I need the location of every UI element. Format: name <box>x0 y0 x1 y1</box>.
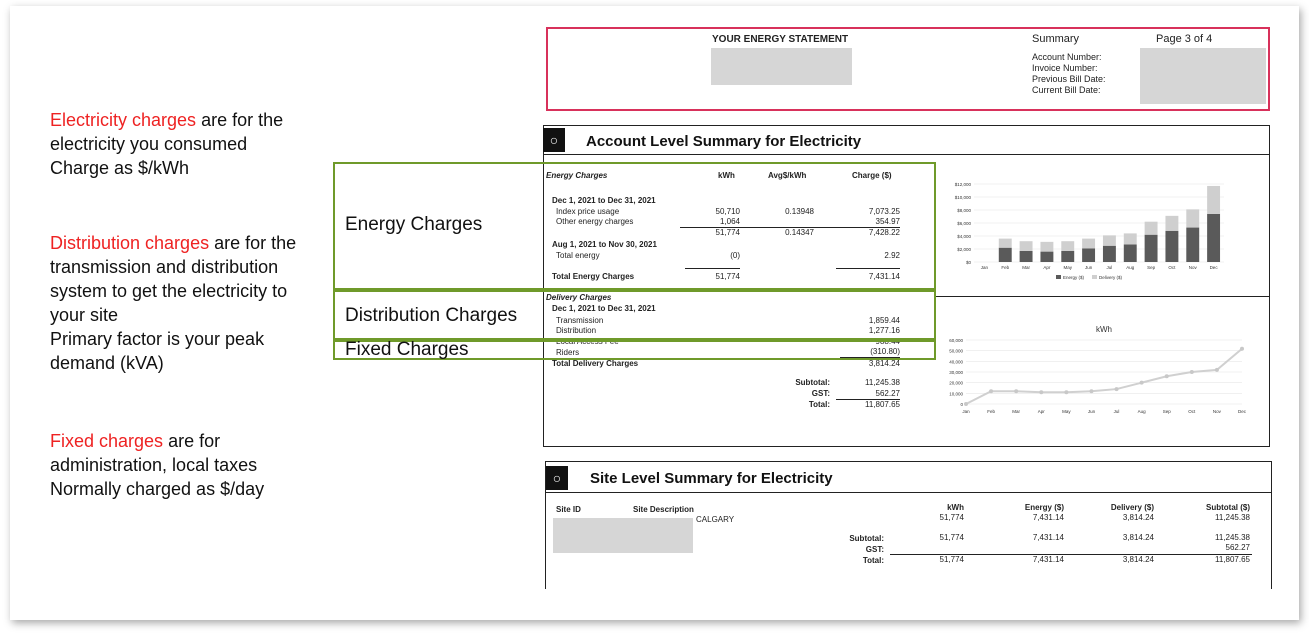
subtotal-label: Subtotal: <box>795 378 830 387</box>
index-price-charge: 7,073.25 <box>868 207 900 216</box>
col-site-subtotal: Subtotal ($) <box>1206 503 1250 512</box>
total-energy-charges-label: Total Energy Charges <box>552 272 635 281</box>
total-energy-charges-kwh: 51,774 <box>715 272 740 281</box>
bar-delivery <box>1124 233 1137 244</box>
local-access-charge: 988.44 <box>875 337 900 346</box>
riders-charge: (310.80) <box>840 347 900 358</box>
site-summary-divider <box>545 492 1272 493</box>
x-tick-label: May <box>1062 409 1071 414</box>
y-tick-label: 10,000 <box>949 391 963 397</box>
transmission-charge: 1,859.44 <box>868 316 900 325</box>
x-tick-label: Mar <box>1022 265 1030 270</box>
distribution-label: Distribution <box>556 326 597 335</box>
col-site-energy: Energy ($) <box>1024 503 1064 512</box>
account-summary-title: Account Level Summary for Electricity <box>586 133 862 150</box>
note-distribution-line2: Primary factor is your peak demand (kVA) <box>50 329 265 373</box>
site-subtotal-label: Subtotal: <box>849 534 884 543</box>
kwh-line-chart <box>936 320 1256 420</box>
period-1: Dec 1, 2021 to Dec 31, 2021 <box>552 196 656 205</box>
fixed-charges-label: Fixed Charges <box>345 339 469 360</box>
chart-divider <box>936 296 1270 297</box>
site-subtotal-energy: 7,431.14 <box>1032 533 1064 542</box>
site-delivery-value: 3,814.24 <box>1122 513 1154 522</box>
note-electricity-highlight: Electricity charges <box>50 110 197 130</box>
col-site-id: Site ID <box>556 505 581 514</box>
note-fixed-line2: Normally charged as $/day <box>50 479 265 499</box>
x-tick-label: Jul <box>1106 265 1113 270</box>
y-tick-label: $8,000 <box>957 208 971 213</box>
site-lightbulb-icon: ○ <box>546 466 568 490</box>
x-tick-label: Jan <box>962 409 970 414</box>
bar-energy <box>1040 252 1053 262</box>
y-tick-label: 0 <box>960 402 963 407</box>
x-tick-label: Aug <box>1126 265 1135 270</box>
kwh-point <box>1240 347 1244 351</box>
y-tick-label: 50,000 <box>949 348 963 354</box>
x-tick-label: Jun <box>1087 409 1096 414</box>
kwh-point <box>1190 370 1194 374</box>
total-energy-charge: 2.92 <box>884 251 900 260</box>
site-gst-label: GST: <box>865 545 884 554</box>
y-tick-label: $4,000 <box>957 234 971 239</box>
y-tick-label: $10,000 <box>954 195 971 200</box>
site-total-energy: 7,431.14 <box>1032 555 1064 564</box>
note-electricity <box>50 108 330 180</box>
site-summary-title: Site Level Summary for Electricity <box>590 470 833 487</box>
x-tick-label: Feb <box>1001 265 1010 270</box>
site-kwh-value: 51,774 <box>939 513 964 522</box>
redacted-account-info <box>1140 48 1266 104</box>
note-distribution <box>50 231 315 375</box>
delivery-period: Dec 1, 2021 to Dec 31, 2021 <box>552 304 656 313</box>
kwh-point <box>1215 368 1219 372</box>
total-energy-label: Total energy <box>556 251 600 260</box>
distribution-charge: 1,277.16 <box>868 326 900 335</box>
bar-energy <box>1061 251 1074 262</box>
subtotal1-charge: 7,428.22 <box>868 228 900 237</box>
header-fields <box>1032 52 1106 96</box>
gst-label: GST: <box>811 389 830 398</box>
energy-charges-label: Energy Charges <box>345 214 483 235</box>
local-access-label: Local Access Fee <box>556 337 619 346</box>
kwh-point <box>1089 389 1093 393</box>
col-avg: Avg$/kWh <box>768 171 807 180</box>
y-tick-label: 60,000 <box>949 338 963 343</box>
kwh-point <box>1140 381 1144 385</box>
site-subtotal-subtotal: 11,245.38 <box>1215 533 1250 542</box>
subtotal1-avg: 0.14347 <box>785 228 814 237</box>
x-tick-label: Aug <box>1137 409 1146 414</box>
site-subtotal-value: 11,245.38 <box>1215 513 1250 522</box>
redacted-address <box>711 48 852 85</box>
site-subtotal-kwh: 51,774 <box>939 533 964 542</box>
total-value: 11,807.65 <box>865 400 900 409</box>
subtotal-value: 11,245.38 <box>865 378 900 387</box>
gst-value: 562.27 <box>836 389 900 400</box>
bar-delivery <box>1207 186 1220 214</box>
x-tick-label: Jun <box>1084 265 1093 270</box>
bar-delivery <box>1082 239 1095 249</box>
note-electricity-text: are for the electricity you consumed <box>50 110 284 154</box>
y-tick-label: 30,000 <box>949 370 963 375</box>
note-fixed-text: are for administration, local taxes <box>50 431 258 475</box>
kwh-series-line <box>966 349 1242 404</box>
note-fixed-highlight: Fixed charges <box>50 431 164 451</box>
bar-delivery <box>999 239 1012 248</box>
x-tick-label: Dec <box>1237 409 1247 414</box>
transmission-label: Transmission <box>556 316 604 325</box>
y-tick-label: $2,000 <box>957 247 971 252</box>
bar-delivery <box>1103 235 1116 245</box>
bar-energy <box>1145 235 1158 262</box>
bar-delivery <box>1040 242 1053 252</box>
cost-bar-chart <box>944 178 1234 288</box>
site-total-kwh: 51,774 <box>939 555 964 564</box>
bar-delivery <box>1145 222 1158 235</box>
bar-delivery <box>1165 216 1178 231</box>
note-distribution-text: are for the transmission and distribution system to get the electricity to your site <box>50 233 297 325</box>
x-tick-label: Jan <box>980 265 989 270</box>
x-tick-label: Apr <box>1043 265 1051 270</box>
note-electricity-line2: Charge as $/kWh <box>50 158 190 178</box>
period-2: Aug 1, 2021 to Nov 30, 2021 <box>552 240 657 249</box>
bar-energy <box>1103 246 1116 262</box>
note-distribution-highlight: Distribution charges <box>50 233 210 253</box>
other-energy-charge: 354.97 <box>840 217 900 228</box>
site-total-delivery: 3,814.24 <box>1122 555 1154 564</box>
bar-energy <box>1020 251 1033 262</box>
col-site-kwh: kWh <box>947 503 964 512</box>
site-description-value: CALGARY <box>696 515 735 524</box>
legend-energy-swatch <box>1056 275 1061 279</box>
bar-delivery <box>1061 241 1074 251</box>
y-tick-label: 40,000 <box>949 359 963 365</box>
energy-charges-heading: Energy Charges <box>546 171 608 180</box>
x-tick-label: Nov <box>1188 265 1197 270</box>
bar-energy <box>1186 228 1199 262</box>
current-bill-date-label: Current Bill Date: <box>1032 85 1101 95</box>
other-energy-kwh: 1,064 <box>680 217 740 228</box>
bar-energy <box>1082 248 1095 262</box>
col-site-delivery: Delivery ($) <box>1110 503 1154 512</box>
line-chart-title: kWh <box>1096 325 1112 334</box>
account-number-label: Account Number: <box>1032 52 1102 62</box>
x-tick-label: Jul <box>1113 409 1120 414</box>
note-fixed <box>50 429 315 501</box>
site-energy-value: 7,431.14 <box>1032 513 1064 522</box>
x-tick-label: Nov <box>1212 409 1221 414</box>
lightbulb-icon: ○ <box>543 128 565 152</box>
kwh-point <box>1115 387 1119 391</box>
site-subtotal-delivery: 3,814.24 <box>1122 533 1154 542</box>
site-total-label: Total: <box>862 556 884 565</box>
x-tick-label: Apr <box>1037 409 1045 414</box>
riders-label: Riders <box>556 348 580 357</box>
other-energy-label: Other energy charges <box>556 217 634 226</box>
bar-energy <box>1165 231 1178 262</box>
bar-energy <box>1207 214 1220 262</box>
subtotal1-kwh: 51,774 <box>715 228 740 237</box>
legend-energy-label: Energy ($) <box>1063 275 1085 280</box>
bar-energy <box>1124 244 1137 262</box>
total-energy-charges-charge: 7,431.14 <box>868 272 900 281</box>
site-gst-value: 562.27 <box>1225 543 1250 552</box>
col-site-description: Site Description <box>633 505 694 514</box>
distribution-charges-label: Distribution Charges <box>345 305 518 326</box>
page-number: Page 3 of 4 <box>1156 33 1213 45</box>
x-tick-label: Sep <box>1147 265 1156 270</box>
total-delivery-charge: 3,814.24 <box>868 359 900 368</box>
kwh-point <box>1064 390 1068 394</box>
kwh-point <box>1165 374 1169 378</box>
bar-delivery <box>1020 241 1033 251</box>
x-tick-label: Feb <box>987 409 995 414</box>
delivery-charges-heading: Delivery Charges <box>546 293 612 302</box>
total-energy-kwh: (0) <box>730 251 740 260</box>
col-charge: Charge ($) <box>852 171 892 180</box>
kwh-point <box>1039 390 1043 394</box>
y-tick-label: $6,000 <box>957 221 971 226</box>
x-tick-label: Oct <box>1188 409 1196 414</box>
y-tick-label: 20,000 <box>949 380 963 386</box>
account-summary-divider <box>543 154 1270 155</box>
bar-delivery <box>1186 209 1199 227</box>
statement-title: YOUR ENERGY STATEMENT <box>712 34 849 45</box>
summary-label: Summary <box>1032 33 1080 45</box>
y-tick-label: $0 <box>965 260 971 265</box>
x-tick-label: Dec <box>1209 265 1218 270</box>
kwh-point <box>989 389 993 393</box>
site-total-subtotal: 11,807.65 <box>1215 555 1250 564</box>
legend-delivery-swatch <box>1092 275 1097 279</box>
legend-delivery-label: Delivery ($) <box>1099 275 1123 280</box>
total-delivery-label: Total Delivery Charges <box>552 359 639 368</box>
col-kwh: kWh <box>718 171 735 180</box>
kwh-point <box>1014 389 1018 393</box>
invoice-number-label: Invoice Number: <box>1032 63 1098 73</box>
previous-bill-date-label: Previous Bill Date: <box>1032 74 1106 84</box>
redacted-site-id <box>553 518 693 553</box>
index-price-avg: 0.13948 <box>785 207 814 216</box>
bar-energy <box>999 248 1012 262</box>
kwh-point <box>964 402 968 406</box>
x-tick-label: Sep <box>1162 409 1171 414</box>
x-tick-label: Mar <box>1012 409 1021 414</box>
x-tick-label: May <box>1063 265 1073 270</box>
x-tick-label: Oct <box>1168 265 1176 270</box>
index-price-label: Index price usage <box>556 207 620 216</box>
y-tick-label: $12,000 <box>954 182 971 187</box>
index-price-kwh: 50,710 <box>715 207 740 216</box>
total-label: Total: <box>808 400 830 409</box>
